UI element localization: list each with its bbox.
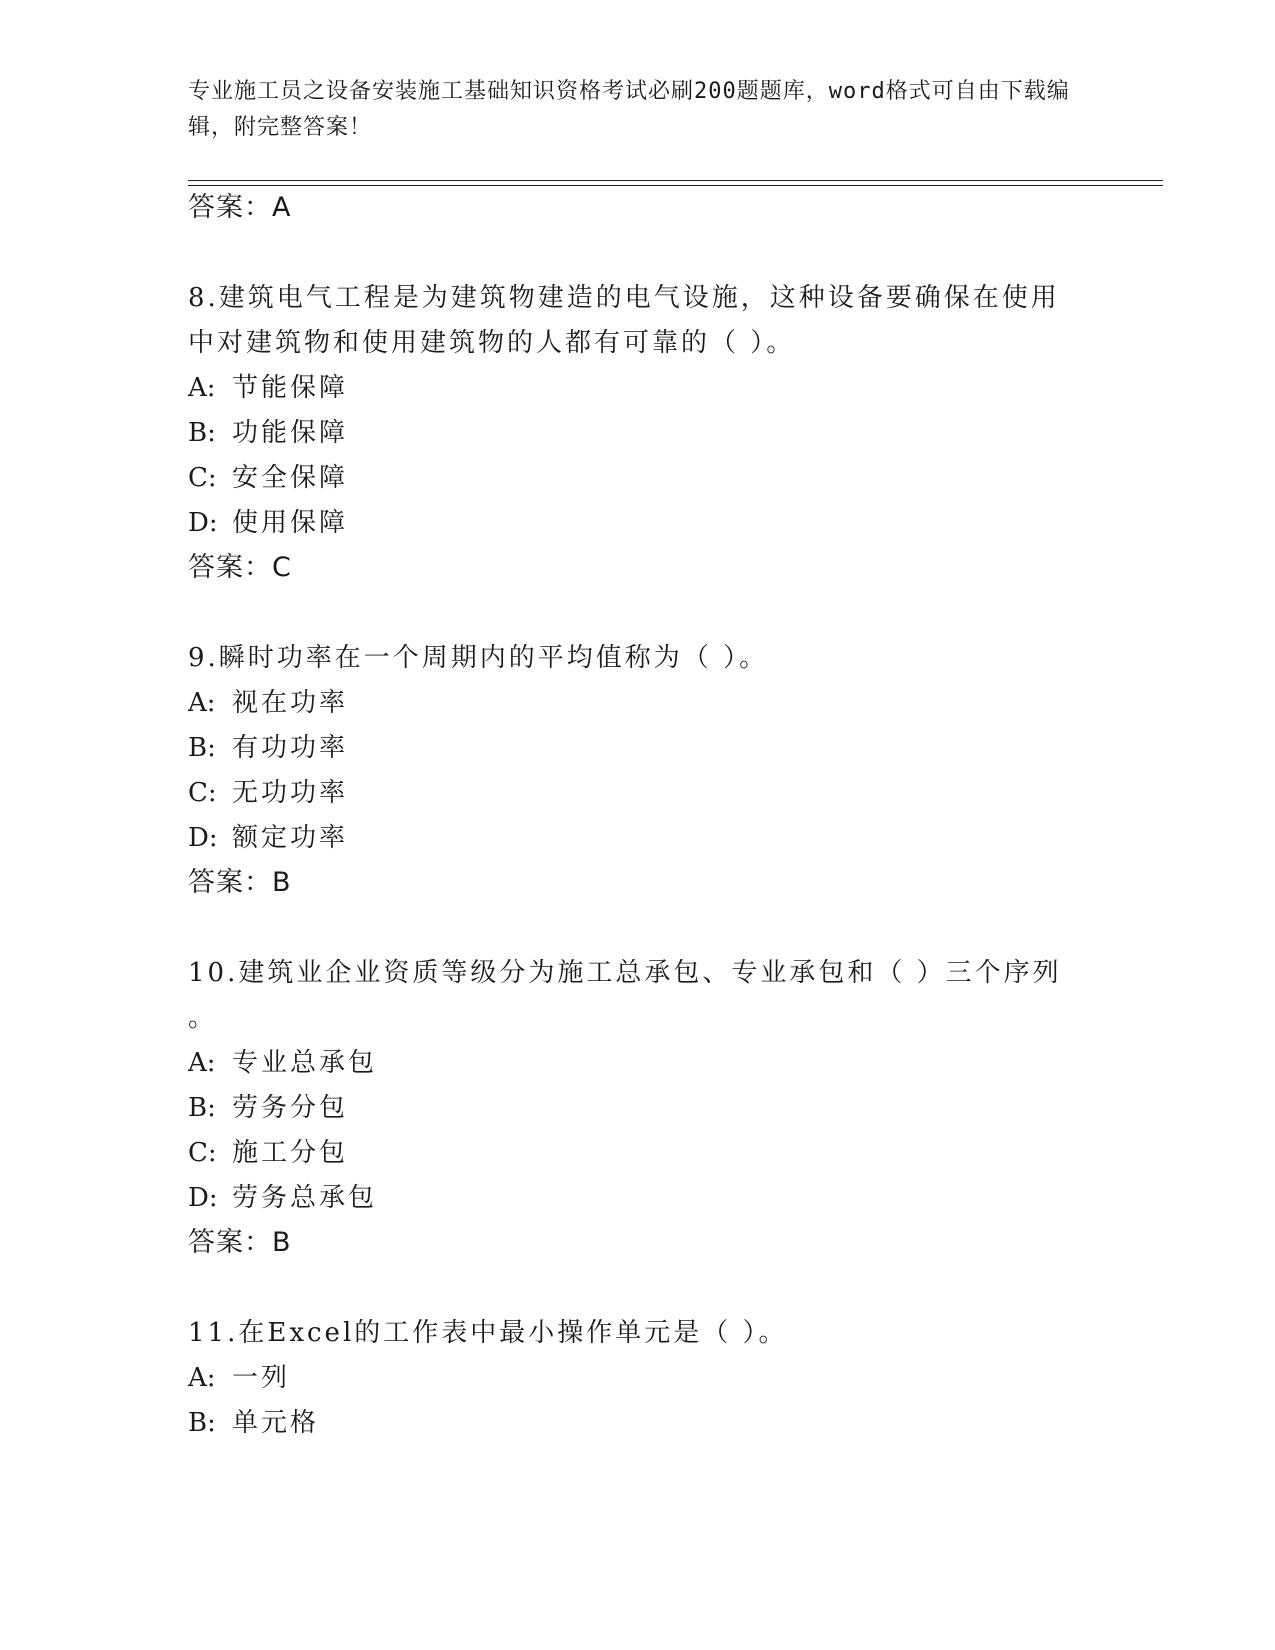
- option-text: 安全保障: [232, 463, 349, 493]
- option-letter: D:: [188, 508, 218, 538]
- question-10-option-d: [188, 1180, 377, 1216]
- option-letter: B:: [188, 1408, 216, 1438]
- question-10-option-c: [188, 1135, 348, 1171]
- question-8-option-b: [188, 415, 348, 451]
- document-header: 专业施工员之设备安装施工基础知识资格考试必刷200题题库，word格式可自由下载编辑，附完整答案！: [188, 79, 1070, 140]
- question-11-line-1: 11.在Excel的工作表中最小操作单元是（ ）。: [188, 1318, 788, 1348]
- question-8-line-2: 中对建筑物和使用建筑物的人都有可靠的（ ）。: [188, 328, 796, 358]
- question-9-option-c: [188, 775, 348, 811]
- option-text: 一列: [232, 1363, 291, 1393]
- option-text: 功能保障: [232, 418, 349, 448]
- option-letter: B:: [188, 1093, 216, 1123]
- option-letter: A:: [188, 688, 216, 718]
- question-8-option-a: [188, 370, 348, 406]
- option-letter: A:: [188, 1363, 216, 1393]
- header-divider-bottom: [188, 185, 1163, 186]
- option-letter: B:: [188, 418, 216, 448]
- answer-q10: 答案：B: [188, 1227, 292, 1258]
- option-text: 使用保障: [232, 508, 349, 538]
- question-8-option-d: [188, 505, 348, 541]
- option-text: 有功功率: [232, 733, 349, 763]
- option-text: 节能保障: [232, 373, 349, 403]
- option-letter: C:: [188, 463, 217, 493]
- question-9-option-d: [188, 820, 348, 856]
- answer-q9: 答案：B: [188, 867, 292, 898]
- option-letter: B:: [188, 733, 216, 763]
- option-letter: C:: [188, 1138, 217, 1168]
- option-letter: A:: [188, 373, 216, 403]
- header-divider-top: [188, 180, 1163, 181]
- option-text: 额定功率: [232, 823, 349, 853]
- question-10-option-a: [188, 1045, 377, 1081]
- question-11-option-b: [188, 1405, 319, 1441]
- option-letter: D:: [188, 1183, 218, 1213]
- option-text: 单元格: [232, 1408, 320, 1438]
- answer-q7: 答案：A: [188, 192, 292, 223]
- question-10-line-1: 10.建筑业企业资质等级分为施工总承包、专业承包和（ ）三个序列: [188, 958, 1062, 988]
- question-10-option-b: [188, 1090, 348, 1126]
- question-9-option-b: [188, 730, 348, 766]
- answer-q8: 答案：C: [188, 552, 292, 583]
- option-text: 无功功率: [232, 778, 349, 808]
- question-8-option-c: [188, 460, 348, 496]
- option-letter: C:: [188, 778, 217, 808]
- question-9-option-a: [188, 685, 348, 721]
- option-letter: D:: [188, 823, 218, 853]
- option-letter: A:: [188, 1048, 216, 1078]
- option-text: 专业总承包: [232, 1048, 378, 1078]
- question-10-line-2: 。: [188, 1003, 218, 1033]
- question-11-option-a: [188, 1360, 290, 1396]
- option-text: 劳务总承包: [232, 1183, 378, 1213]
- question-8-line-1: 8.建筑电气工程是为建筑物建造的电气设施，这种设备要确保在使用: [188, 283, 1060, 313]
- option-text: 视在功率: [232, 688, 349, 718]
- question-9-line-1: 9.瞬时功率在一个周期内的平均值称为（ ）。: [188, 643, 769, 673]
- option-text: 劳务分包: [232, 1093, 349, 1123]
- option-text: 施工分包: [232, 1138, 349, 1168]
